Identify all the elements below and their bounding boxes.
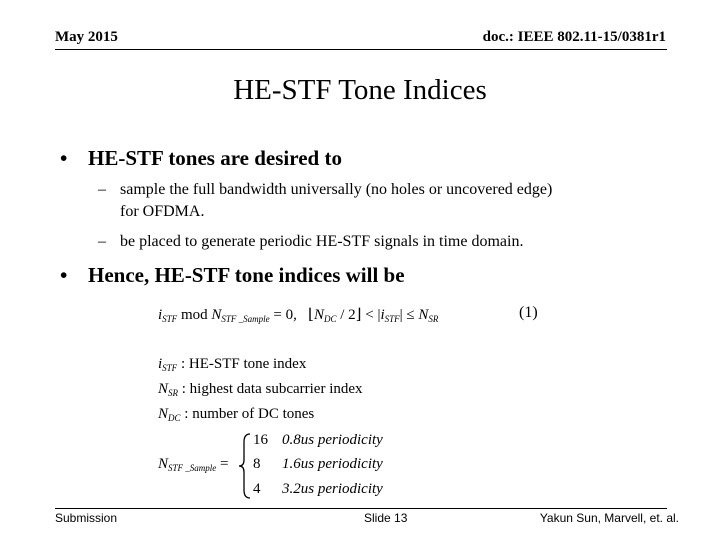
case-2-periodicity: 1.6us periodicity: [282, 456, 383, 472]
bullet-dot: •: [60, 263, 68, 287]
header-rule: [55, 49, 667, 50]
sub-bullet-dash: –: [98, 233, 106, 250]
footer-slide-number: Slide 13: [364, 511, 408, 525]
case-1-periodicity: 0.8us periodicity: [282, 432, 383, 448]
def-n-sr-text: : highest data subcarrier index: [181, 381, 363, 397]
header-doc-id: doc.: IEEE 802.11-15/0381r1: [482, 29, 666, 45]
case-3-value: 4: [253, 481, 261, 497]
footer-authors: Yakun Sun, Marvell, et. al.: [539, 511, 679, 525]
sub-bullet-1-line1: sample the full bandwidth universally (no holes or uncovered edge): [120, 181, 553, 198]
footer-submission: Submission: [55, 511, 118, 525]
n-stf-sample-lhs: $N_{STF \_Sample}$ =: [158, 456, 229, 473]
def-i-stf: $i_{STF}$ : HE-STF tone index: [158, 356, 307, 373]
footer-rule: [55, 508, 667, 509]
case-1-value: 16: [253, 432, 268, 448]
sub-bullet-dash: –: [98, 181, 106, 198]
case-2-value: 8: [253, 456, 261, 472]
sub-bullet-2-line1: be placed to generate periodic HE-STF signals in time domain.: [120, 233, 524, 250]
equation-number: (1): [519, 304, 538, 321]
bullet-1-text: HE-STF tones are desired to: [88, 146, 342, 170]
def-n-sr: $N_{SR}$ : highest data subcarrier index: [158, 381, 363, 398]
equation-1: $i_{STF}$ mod $N_{STF \_Sample} = 0$, $⌊N_{DC}$ / 2⌋ < $|i_{STF}| \le N_{SR}$: [158, 307, 439, 324]
left-brace-icon: [238, 432, 252, 500]
def-i-stf-text: : HE-STF tone index: [180, 356, 307, 372]
bullet-dot: •: [60, 146, 68, 170]
bullet-2-text: Hence, HE-STF tone indices will be: [88, 263, 405, 287]
slide-title: HE-STF Tone Indices: [233, 74, 487, 106]
case-3-periodicity: 3.2us periodicity: [282, 481, 383, 497]
sub-bullet-1-line2: for OFDMA.: [120, 203, 205, 220]
header-date: May 2015: [55, 29, 118, 45]
def-n-dc-text: : number of DC tones: [184, 406, 315, 422]
def-n-dc: $N_{DC}$ : number of DC tones: [158, 406, 315, 423]
